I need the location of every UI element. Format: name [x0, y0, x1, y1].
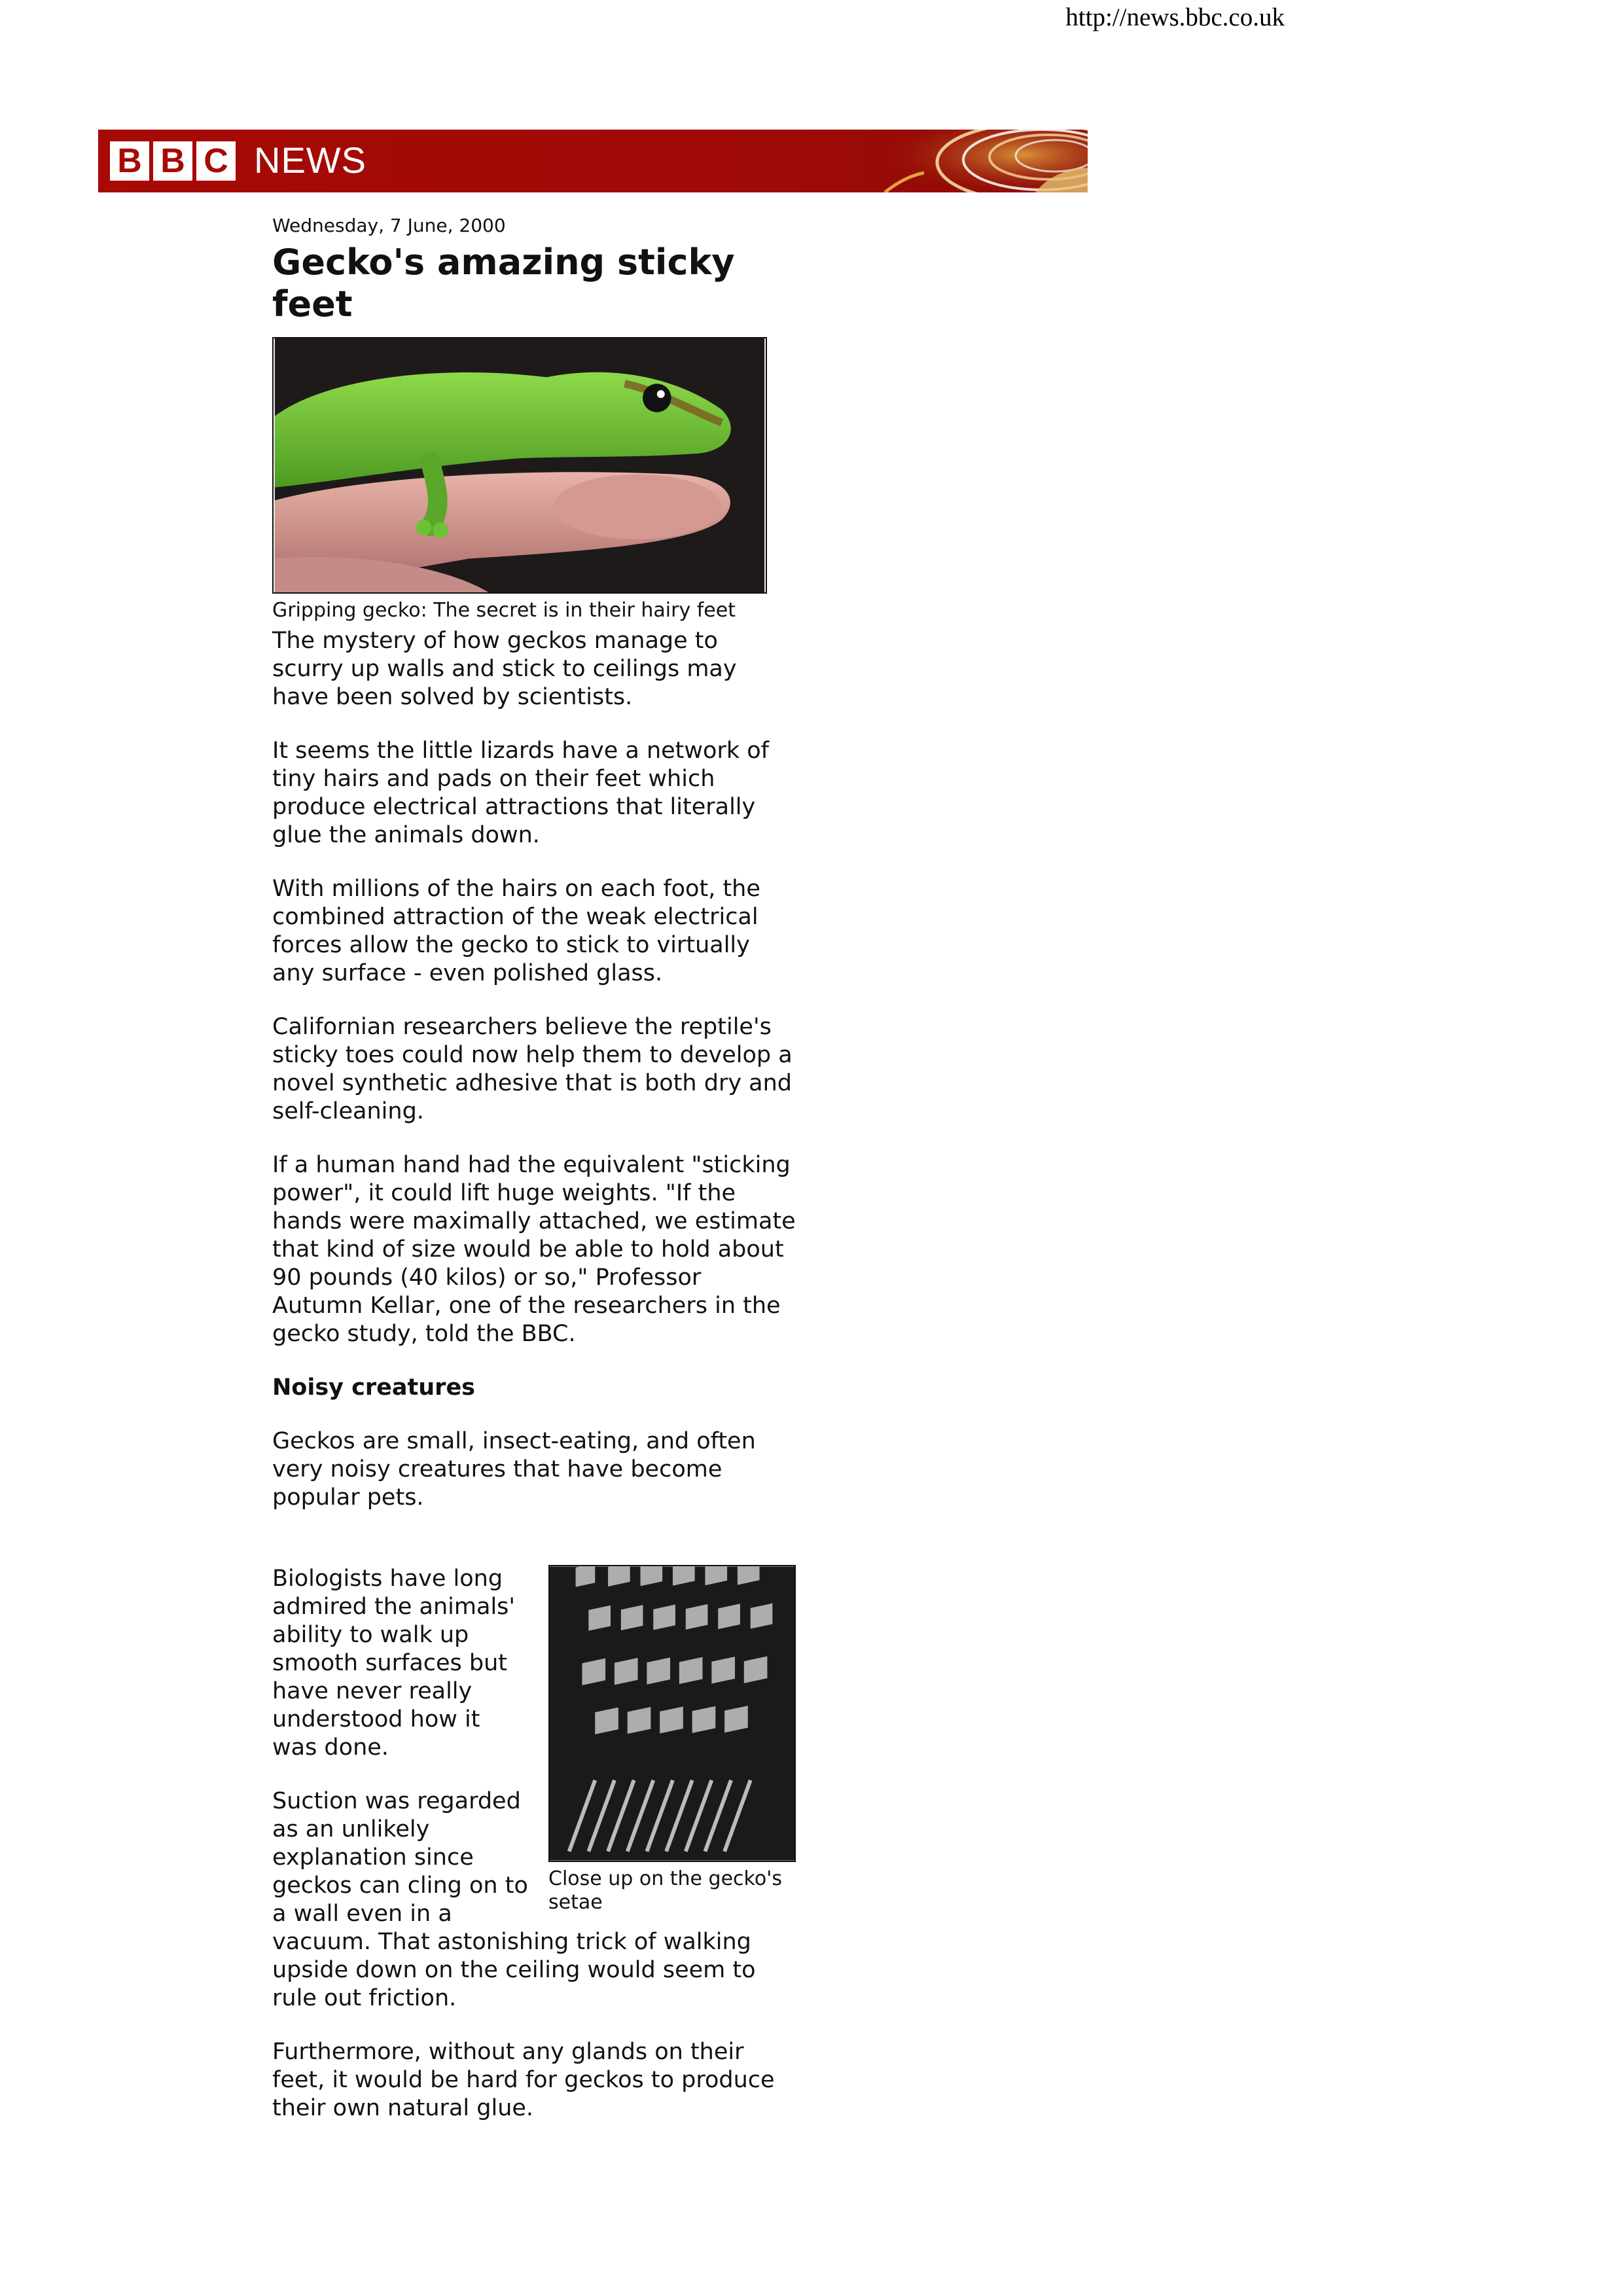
paragraph: Biologists have long admired the animals' ability to walk up smooth surfaces but have never really understood how it was done.: [272, 1566, 516, 1761]
section-subheading: Noisy creatures: [272, 1374, 476, 1401]
paragraph: It seems the little lizards have a network of tiny hairs and pads on their feet which produce electrical attractions that literally glue the animals down.: [272, 738, 769, 848]
paragraph: Furthermore, without any glands on their feet, it would be hard for geckos to produce their own natural glue.: [272, 2039, 775, 2121]
bbc-logo-letter-3: C: [196, 141, 236, 181]
bbc-logo-letter-1: B: [110, 141, 149, 181]
bbc-logo: [110, 141, 236, 181]
figure-caption: Close up on the gecko's setae: [548, 1867, 783, 1914]
gecko-on-hand-photo: [272, 337, 767, 594]
article-date: Wednesday, 7 June, 2000: [272, 215, 506, 236]
bbc-logo-letter-2: B: [153, 141, 192, 181]
news-wordmark: NEWS: [254, 139, 366, 181]
setae-figure: [548, 1565, 796, 1914]
source-url[interactable]: http://news.bbc.co.uk: [1065, 3, 1285, 31]
paragraph: If a human hand had the equivalent "sticking power", it could lift huge weights. "If the hands were maximally attached, we estimate that kind of size would be able to hold about 90 pounds (40 kilos) or so," Professor Autumn Kellar, one of the researchers in the gecko study, told the BBC.: [272, 1152, 796, 1347]
article-headline: Gecko's amazing sticky feet: [272, 242, 735, 325]
setae-closeup-photo: [548, 1565, 796, 1862]
paragraph: Suction was regarded as an unlikely explanation since geckos can cling on to a wall even in a vacuum. That astonishing trick of walking upside down on the ceiling would seem to rule out friction.: [272, 1788, 756, 2011]
globe-swirl-graphic: [872, 130, 1088, 192]
paragraph: With millions of the hairs on each foot, the combined attraction of the weak electrical forces allow the gecko to stick to virtually any surface - even polished glass.: [272, 876, 760, 986]
paragraph: The mystery of how geckos manage to scurry up walls and stick to ceilings may have been solved by scientists.: [272, 628, 737, 710]
paragraph: Californian researchers believe the reptile's sticky toes could now help them to develop a novel synthetic adhesive that is both dry and self-cleaning.: [272, 1014, 793, 1124]
paragraph: Geckos are small, insect-eating, and often very noisy creatures that have become popular pets.: [272, 1428, 756, 1511]
article: [272, 215, 796, 2148]
bbc-news-banner[interactable]: [98, 130, 1088, 192]
hero-caption: Gripping gecko: The secret is in their hairy feet: [272, 599, 736, 622]
